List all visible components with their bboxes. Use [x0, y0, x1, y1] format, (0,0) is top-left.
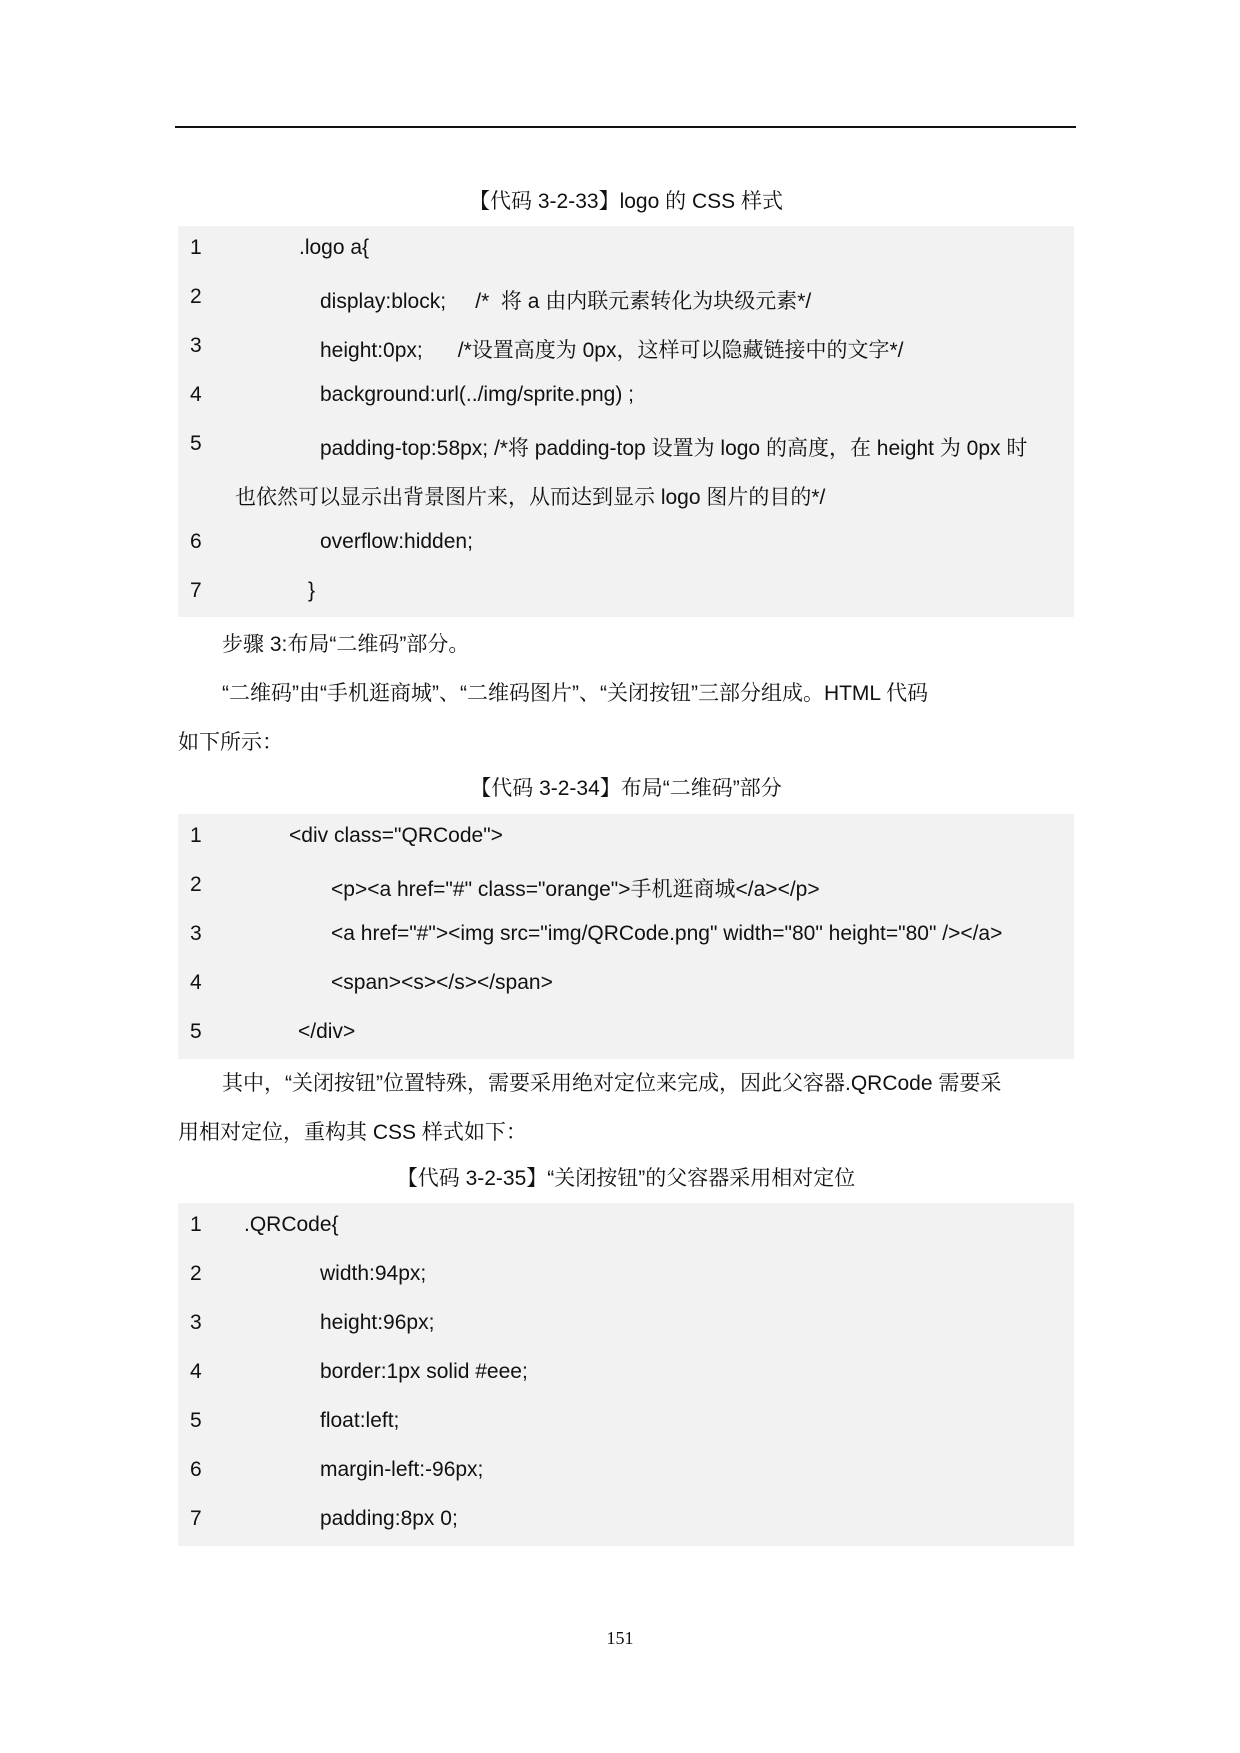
paragraph-line: 用相对定位，重构其 CSS 样式如下： [178, 1121, 527, 1144]
code-text: <a href="#"><img src="img/QRCode.png" width="80" height="80" /></a> [331, 922, 1003, 945]
code-caption-3-2-35: 【代码 3-2-35】“关闭按钮”的父容器采用相对定位 [396, 1167, 856, 1190]
code-line [178, 1497, 1074, 1546]
line-number: 3 [190, 922, 202, 945]
code-line [178, 373, 1074, 422]
code-line [178, 912, 1074, 961]
code-text: .logo a{ [299, 236, 370, 259]
code-line [178, 863, 1074, 912]
code-block-qrcode-html [178, 814, 1074, 1059]
code-line-continuation [178, 471, 1074, 520]
line-number: 2 [190, 285, 202, 308]
code-text: padding:8px 0; [320, 1507, 458, 1530]
code-line [178, 1301, 1074, 1350]
code-line [178, 569, 1074, 618]
code-text: margin-left:-96px; [320, 1458, 484, 1481]
code-line [178, 1350, 1074, 1399]
code-text: background:url(../img/sprite.png) ; [320, 383, 634, 406]
code-line [178, 1399, 1074, 1448]
line-number: 1 [190, 1213, 202, 1236]
code-text: <p><a href="#" class="orange">手机逛商城</a></p> [331, 878, 820, 901]
code-line [178, 226, 1074, 275]
code-text: } [308, 579, 316, 602]
code-line [178, 422, 1074, 471]
code-line [178, 1010, 1074, 1059]
code-caption-3-2-34: 【代码 3-2-34】布局“二维码”部分 [470, 777, 782, 800]
code-text: display:block; /* 将 a 由内联元素转化为块级元素*/ [320, 290, 812, 313]
code-text: <span><s></s></span> [331, 971, 553, 994]
code-text: <div class="QRCode"> [289, 824, 503, 847]
code-line [178, 961, 1074, 1010]
code-text: padding-top:58px; /*将 padding-top 设置为 logo 的高度，在 height 为 0px 时 [320, 437, 1028, 460]
page-number: 151 [606, 1628, 634, 1648]
code-text: height:96px; [320, 1311, 435, 1334]
code-line [178, 324, 1074, 373]
code-line [178, 1448, 1074, 1497]
line-number: 2 [190, 1262, 202, 1285]
code-text: .QRCode{ [244, 1213, 339, 1236]
line-number: 6 [190, 530, 202, 553]
line-number: 7 [190, 579, 202, 602]
paragraph-line: 如下所示： [178, 731, 283, 754]
line-number: 1 [190, 824, 202, 847]
line-number: 4 [190, 1360, 202, 1383]
line-number: 4 [190, 971, 202, 994]
code-text: height:0px; /*设置高度为 0px，这样可以隐藏链接中的文字*/ [320, 339, 904, 362]
line-number: 2 [190, 873, 202, 896]
code-block-qrcode-css [178, 1203, 1074, 1546]
code-text: </div> [298, 1020, 356, 1043]
line-number: 6 [190, 1458, 202, 1481]
code-text: overflow:hidden; [320, 530, 473, 553]
line-number: 5 [190, 432, 202, 455]
code-line [178, 520, 1074, 569]
header-rule [175, 126, 1076, 128]
line-number: 5 [190, 1409, 202, 1432]
code-line [178, 275, 1074, 324]
code-text: 也依然可以显示出背景图片来，从而达到显示 logo 图片的目的*/ [235, 486, 826, 509]
code-caption-3-2-33: 【代码 3-2-33】logo 的 CSS 样式 [469, 190, 783, 213]
code-text: float:left; [320, 1409, 400, 1432]
code-line [178, 1252, 1074, 1301]
paragraph-line: 其中，“关闭按钮”位置特殊，需要采用绝对定位来完成，因此父容器.QRCode 需要采 [222, 1072, 1002, 1095]
line-number: 3 [190, 1311, 202, 1334]
step-3-heading: 步骤 3:布局“二维码”部分。 [222, 633, 470, 656]
code-block-logo-css [178, 226, 1074, 617]
line-number: 5 [190, 1020, 202, 1043]
code-text: border:1px solid #eee; [320, 1360, 528, 1383]
paragraph-line: “二维码”由“手机逛商城”、“二维码图片”、“关闭按钮”三部分组成。HTML 代码 [222, 682, 929, 705]
code-text: width:94px; [320, 1262, 427, 1285]
code-line [178, 814, 1074, 863]
code-line [178, 1203, 1074, 1252]
line-number: 1 [190, 236, 202, 259]
line-number: 7 [190, 1507, 202, 1530]
line-number: 4 [190, 383, 202, 406]
line-number: 3 [190, 334, 202, 357]
